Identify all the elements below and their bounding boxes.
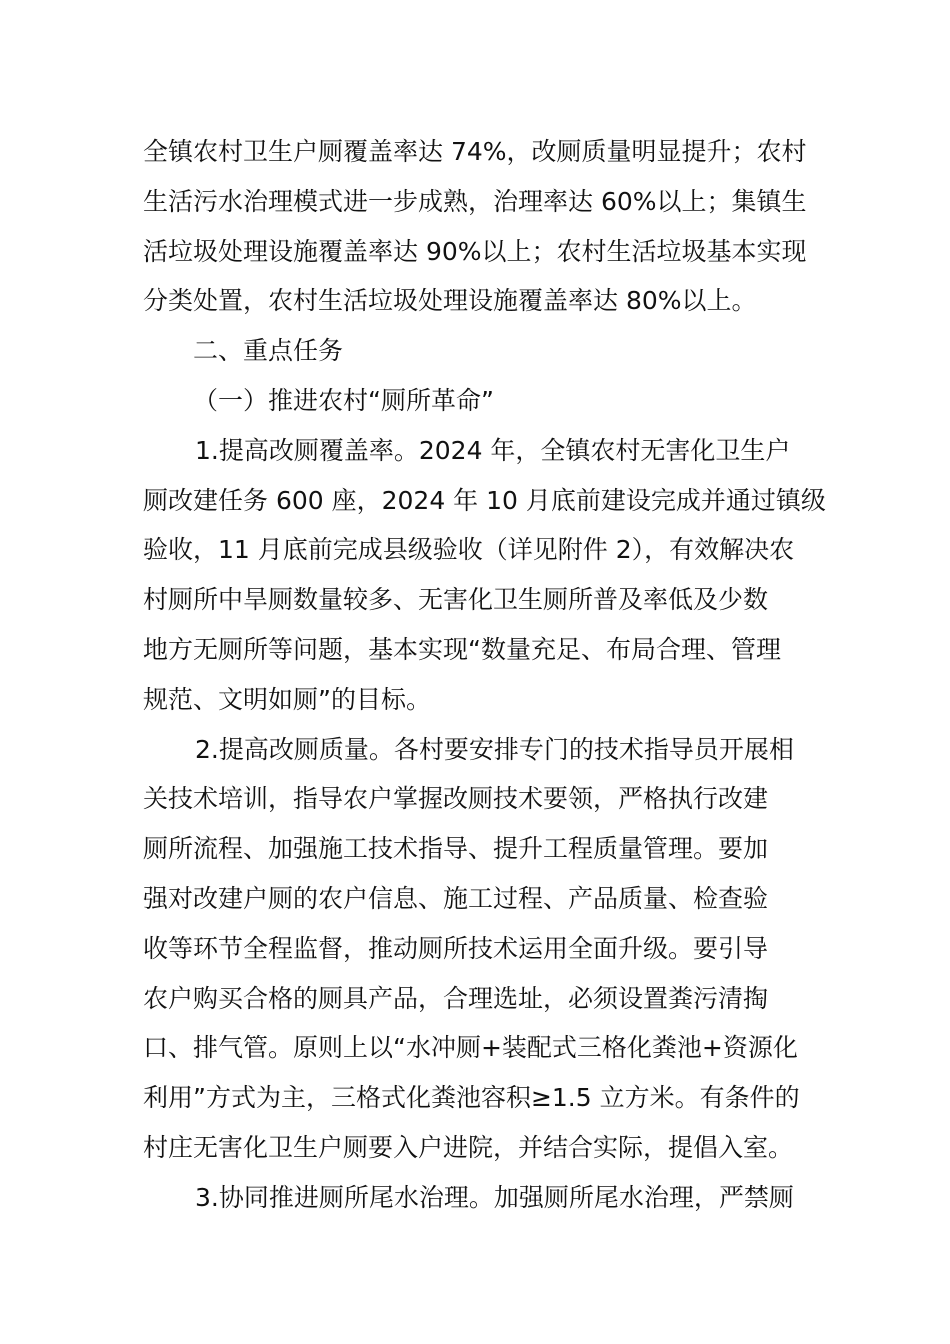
text-line: 3.协同推进厕所尾水治理。加强厕所尾水治理，严禁厕 xyxy=(195,1182,794,1212)
document-body xyxy=(143,127,826,1223)
text-line: 口、排气管。原则上以“水冲厕+装配式三格化粪池+资源化 xyxy=(143,1033,798,1063)
text-line: 地方无厕所等问题，基本实现“数量充足、布局合理、管理 xyxy=(143,634,781,664)
text-line: 规范、文明如厕”的目标。 xyxy=(143,684,431,714)
text-line: 收等环节全程监督，推动厕所技术运用全面升级。要引导 xyxy=(143,933,769,963)
text-line: 活垃圾处理设施覆盖率达 90%以上；农村生活垃圾基本实现 xyxy=(143,236,807,266)
text-line: 关技术培训，指导农户掌握改厕技术要领，严格执行改建 xyxy=(143,784,769,814)
subsection-heading: （一）推进农村“厕所革命” xyxy=(193,385,494,415)
text-line: 验收，11 月底前完成县级验收（详见附件 2），有效解决农 xyxy=(143,535,795,565)
text-line: 利用”方式为主，三格式化粪池容积≥1.5 立方米。有条件的 xyxy=(143,1083,800,1113)
text-line: 厕改建任务 600 座，2024 年 10 月底前建设完成并通过镇级 xyxy=(143,485,826,515)
section-heading: 二、重点任务 xyxy=(193,336,344,366)
text-line: 2.提高改厕质量。各村要安排专门的技术指导员开展相 xyxy=(195,734,794,764)
text-line: 生活污水治理模式进一步成熟，治理率达 60%以上；集镇生 xyxy=(143,186,807,216)
text-line: 村庄无害化卫生户厕要入户进院，并结合实际，提倡入室。 xyxy=(143,1132,794,1162)
text-line: 村厕所中旱厕数量较多、无害化卫生厕所普及率低及少数 xyxy=(143,585,769,615)
text-line: 全镇农村卫生户厕覆盖率达 74%，改厕质量明显提升；农村 xyxy=(143,137,807,166)
text-line: 1.提高改厕覆盖率。2024 年，全镇农村无害化卫生户 xyxy=(195,435,791,465)
text-line: 厕所流程、加强施工技术指导、提升工程质量管理。要加 xyxy=(143,834,769,864)
text-line: 农户购买合格的厕具产品，合理选址，必须设置粪污清掏 xyxy=(143,983,769,1013)
text-line: 分类处置，农村生活垃圾处理设施覆盖率达 80%以上。 xyxy=(143,286,757,316)
text-line: 强对改建户厕的农户信息、施工过程、产品质量、检查验 xyxy=(143,883,769,913)
